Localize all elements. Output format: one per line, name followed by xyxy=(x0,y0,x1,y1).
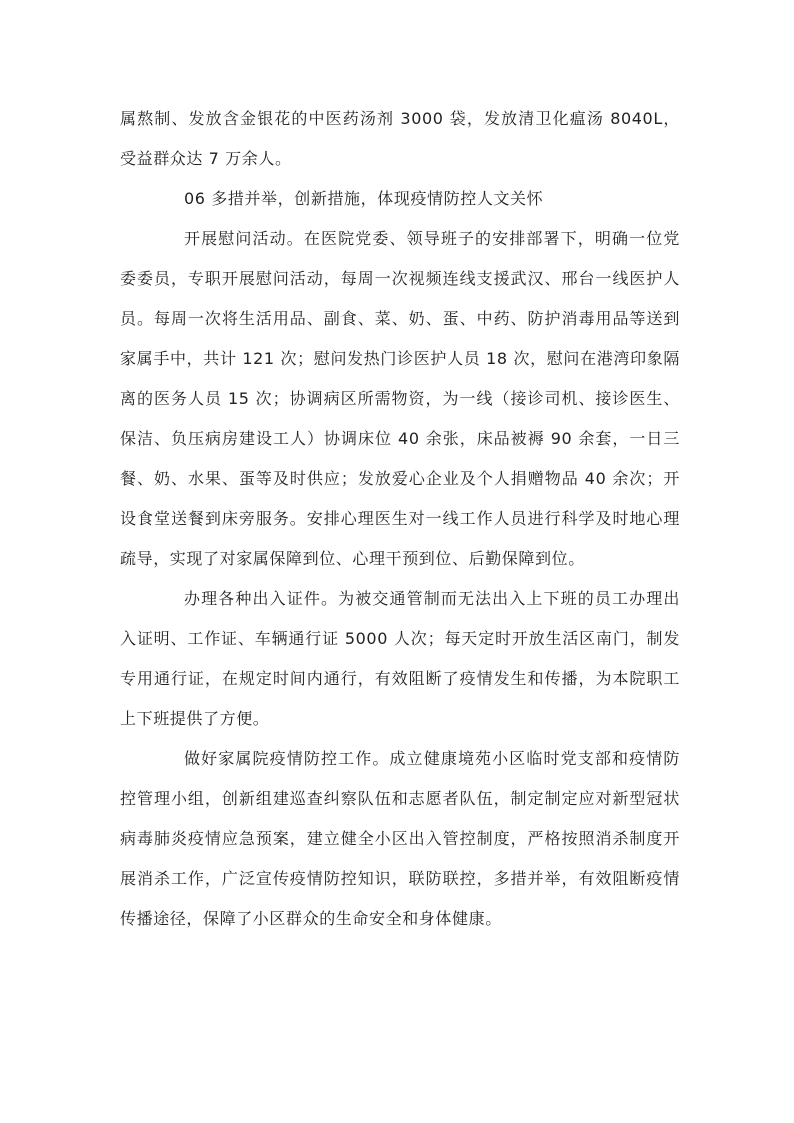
paragraph-access-permits: 办理各种出入证件。为被交通管制而无法出入上下班的员工办理出入证明、工作证、车辆通行证 5000 人次；每天定时开放生活区南门，制发专用通行证，在规定时间内通行，有效阻断了疫情发生和传播，为本院职工上下班提供了方便。 xyxy=(120,589,680,728)
section-heading: 06 多措并举，创新措施，体现疫情防控人文关怀 xyxy=(184,189,544,208)
document-body xyxy=(120,99,680,939)
paragraph-continuation: 属熬制、发放含金银花的中医药汤剂 3000 袋，发放清卫化瘟汤 8040L，受益群众达 7 万余人。 xyxy=(120,109,680,168)
paragraph-residential-prevention: 做好家属院疫情防控工作。成立健康境苑小区临时党支部和疫情防控管理小组，创新组建巡查纠察队伍和志愿者队伍，制定制定应对新型冠状病毒肺炎疫情应急预案，建立健全小区出入管控制度，严格按照消杀制度开展消杀工作，广泛宣传疫情防控知识，联防联控，多措并举，有效阻断疫情传播途径，保障了小区群众的生命安全和身体健康。 xyxy=(120,749,680,928)
paragraph-condolence-activities: 开展慰问活动。在医院党委、领导班子的安排部署下，明确一位党委委员，专职开展慰问活动，每周一次视频连线支援武汉、邢台一线医护人员。每周一次将生活用品、副食、菜、奶、蛋、中药、防护消毒用品等送到家属手中，共计 121 次；慰问发热门诊医护人员 18 次，慰问在港湾印象隔离的医务人员 15 次；协调病区所需物资，为一线（接诊司机、接诊医生、保洁、负压病房建设工人）协调床位 40 余张，床品被褥 90 余套，一日三餐、奶、水果、蛋等及时供应；发放爱心企业及个人捐赠物品 40 余次；开设食堂送餐到床旁服务。安排心理医生对一线工作人员进行科学及时地心理疏导，实现了对家属保障到位、心理干预到位、后勤保障到位。 xyxy=(120,229,680,568)
